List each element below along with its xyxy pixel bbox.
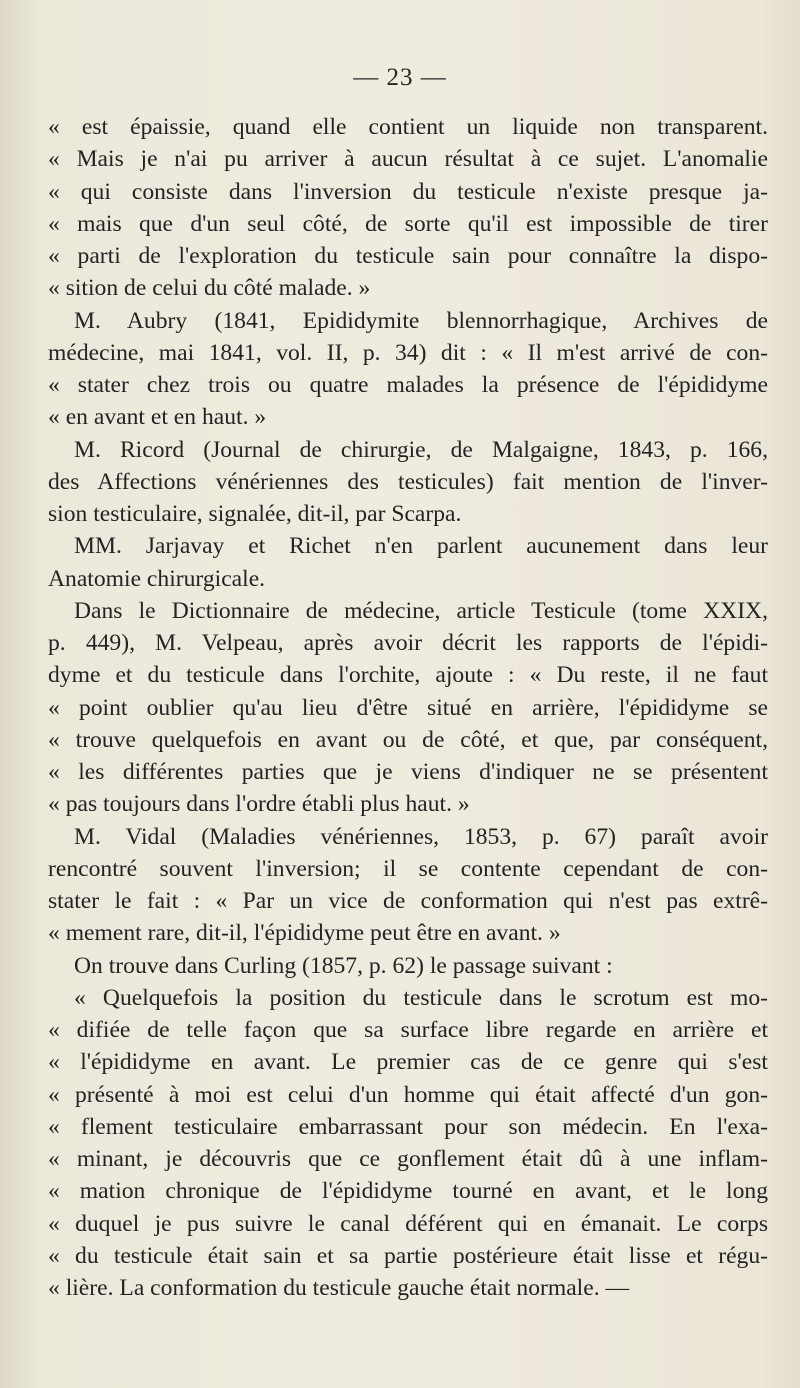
text-line: « du testicule était sain et sa partie postérieure était lisse et régu- (48, 1242, 768, 1269)
text-line: « mais que d'un seul côté, de sorte qu'il est impossible de tirer (48, 210, 768, 237)
text-line: « mement rare, dit-il, l'épididyme peut être en avant. » (48, 920, 561, 947)
page-number: — 23 — (353, 64, 447, 91)
text-line: « mation chronique de l'épididyme tourné en avant, et le long (48, 1178, 768, 1205)
text-line: « duquel je pus suivre le canal déférent qui en émanait. Le corps (48, 1210, 768, 1237)
text-line: stater le fait : « Par un vice de conformation qui n'est pas extrê- (48, 888, 768, 914)
text-line: sion testiculaire, signalée, dit-il, par Scarpa. (48, 501, 462, 527)
text-line: « sition de celui du côté malade. » (48, 275, 371, 302)
text-line: « stater chez trois ou quatre malades la présence de l'épididyme (48, 372, 768, 398)
text-line: p. 449), M. Velpeau, après avoir décrit les rapports de l'épidi- (48, 630, 768, 656)
text-line: « difiée de telle façon que sa surface libre regarde en arrière et (48, 1017, 768, 1043)
text-line: « l'épididyme en avant. Le premier cas de ce genre qui s'est (48, 1049, 768, 1076)
text-line: dyme et du testicule dans l'orchite, ajoute : « Du reste, il ne faut (48, 662, 768, 689)
text-line: Anatomie chirurgicale. (48, 565, 266, 592)
text-line: « lière. La conformation du testicule gauche était normale. — (48, 1275, 630, 1301)
text-line: « point oublier qu'au lieu d'être situé en arrière, l'épididyme se (48, 694, 768, 721)
text-line: « parti de l'exploration du testicule sain pour connaître la dispo- (48, 243, 768, 269)
text-line: Dans le Dictionnaire de médecine, article Testicule (tome XXIX, (74, 597, 768, 624)
text-line: On trouve dans Curling (1857, p. 62) le passage suivant : (74, 952, 613, 979)
body-text (48, 111, 768, 1304)
text-line: MM. Jarjavay et Richet n'en parlent aucunement dans leur (74, 533, 768, 560)
text-line: M. Aubry (1841, Epididymite blennorrhagique, Archives de (74, 307, 768, 334)
text-line: M. Ricord (Journal de chirurgie, de Malgaigne, 1843, p. 166, (74, 436, 768, 463)
text-line: « Quelquefois la position du testicule dans le scrotum est mo- (74, 984, 768, 1011)
text-line: « les différentes parties que je viens d'indiquer ne se présentent (48, 759, 768, 785)
text-line: « est épaissie, quand elle contient un liquide non transparent. (48, 114, 768, 140)
text-line: « en avant et en haut. » (48, 404, 267, 431)
text-line: rencontré souvent l'inversion; il se contente cependant de con- (48, 855, 768, 882)
text-line: « qui consiste dans l'inversion du testicule n'existe presque ja- (48, 178, 768, 205)
text-line: « trouve quelquefois en avant ou de côté, et que, par conséquent, (48, 726, 768, 753)
text-line: « présenté à moi est celui d'un homme qui était affecté d'un gon- (48, 1081, 768, 1108)
text-line: « flement testiculaire embarrassant pour son médecin. En l'exa- (48, 1113, 768, 1140)
text-line: M. Vidal (Maladies vénériennes, 1853, p. 67) paraît avoir (74, 823, 768, 850)
text-line: « minant, je découvris que ce gonflement était dû à une inflam- (48, 1146, 768, 1172)
text-line: des Affections vénériennes des testicules) fait mention de l'inver- (48, 468, 768, 495)
text-line: « pas toujours dans l'ordre établi plus haut. » (48, 791, 470, 818)
text-line: médecine, mai 1841, vol. II, p. 34) dit : « Il m'est arrivé de con- (48, 339, 768, 366)
text-line: « Mais je n'ai pu arriver à aucun résultat à ce sujet. L'anomalie (48, 146, 768, 173)
